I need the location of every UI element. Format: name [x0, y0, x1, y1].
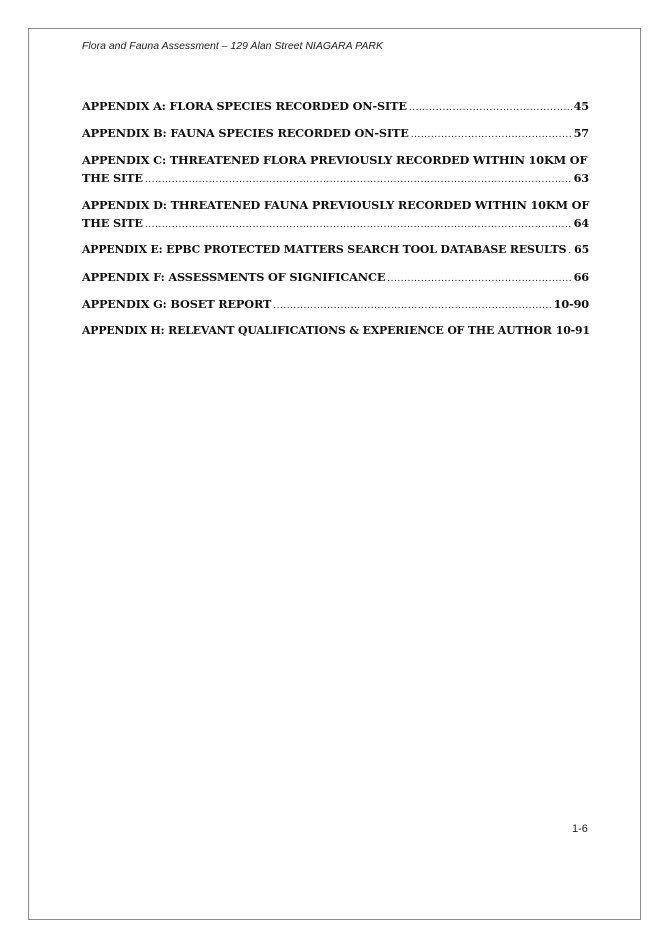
toc-entry-appendix-g[interactable] — [82, 295, 589, 313]
dot-leader — [387, 272, 571, 286]
toc-entry-page: 64 — [573, 216, 589, 230]
dot-leader — [409, 101, 572, 115]
toc-entry-appendix-e[interactable] — [82, 241, 589, 259]
toc-entry-title-line1: APPENDIX D: THREATENED FAUNA PREVIOUSLY RECORDED WITHIN 10KM OF — [82, 198, 590, 212]
toc-entry-title-line2: THE SITE — [82, 171, 143, 185]
dot-leader — [145, 218, 572, 232]
toc-entry-appendix-b[interactable] — [82, 124, 589, 142]
running-header: Flora and Fauna Assessment – 129 Alan Street NIAGARA PARK — [82, 40, 383, 52]
toc-entry-page: 45 — [573, 99, 589, 113]
dot-leader — [145, 173, 572, 187]
toc-entry-title: APPENDIX G: BOSET REPORT — [82, 297, 272, 311]
dot-leader — [411, 128, 572, 142]
toc-entry-appendix-h[interactable] — [82, 322, 589, 340]
dot-leader — [568, 244, 572, 258]
table-of-contents — [82, 97, 589, 349]
toc-entry-page: 63 — [573, 171, 589, 185]
page-number: 1-6 — [572, 823, 588, 835]
toc-entry-page: 66 — [573, 270, 589, 284]
toc-entry-appendix-c[interactable] — [82, 151, 589, 187]
dot-leader — [273, 299, 551, 313]
toc-entry-title-line1: APPENDIX C: THREATENED FLORA PREVIOUSLY RECORDED WITHIN 10KM OF — [82, 153, 588, 167]
toc-entry-title: APPENDIX B: FAUNA SPECIES RECORDED ON-SITE — [82, 126, 409, 140]
toc-entry-page: 10-91 — [555, 324, 590, 337]
toc-entry-title: APPENDIX H: RELEVANT QUALIFICATIONS & EXPERIENCE OF THE AUTHOR — [82, 324, 552, 337]
toc-entry-title-line2: THE SITE — [82, 216, 143, 230]
toc-entry-appendix-d[interactable] — [82, 196, 589, 232]
toc-entry-title: APPENDIX F: ASSESSMENTS OF SIGNIFICANCE — [82, 270, 386, 284]
toc-entry-appendix-a[interactable] — [82, 97, 589, 115]
toc-entry-appendix-f[interactable] — [82, 268, 589, 286]
toc-entry-page: 10-90 — [553, 297, 589, 311]
toc-entry-title: APPENDIX A: FLORA SPECIES RECORDED ON-SITE — [82, 99, 407, 113]
toc-entry-title: APPENDIX E: EPBC PROTECTED MATTERS SEARCH TOOL DATABASE RESULTS — [82, 243, 567, 256]
toc-entry-page: 57 — [573, 126, 589, 140]
toc-entry-page: 65 — [574, 243, 589, 256]
